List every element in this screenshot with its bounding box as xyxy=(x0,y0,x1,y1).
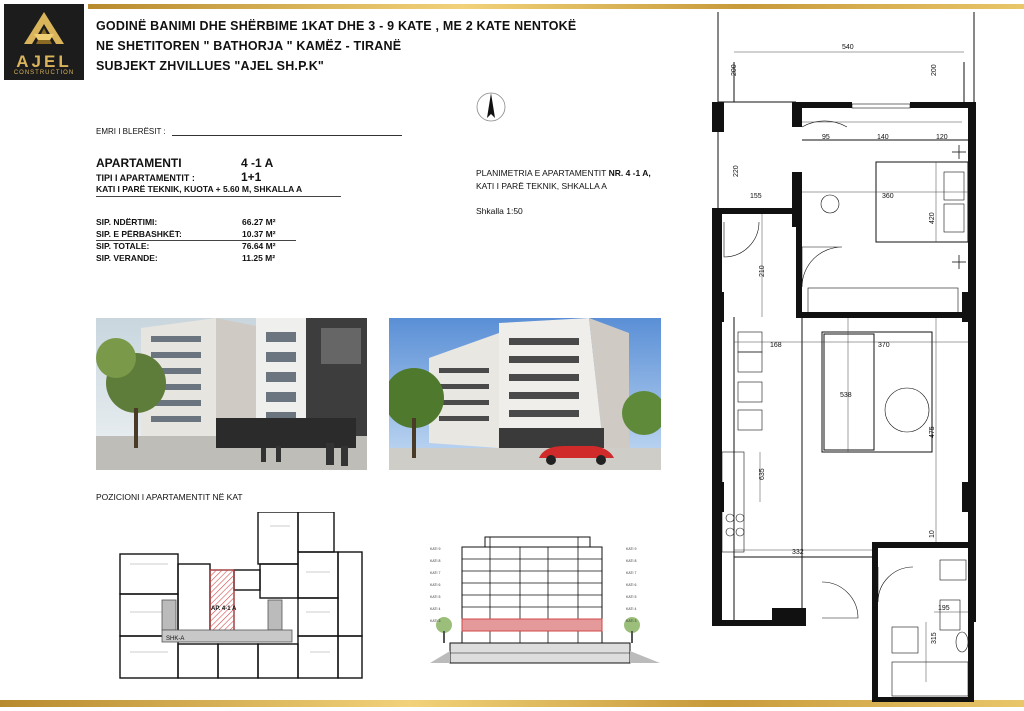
dim-140: 140 xyxy=(877,134,889,141)
dim-635: 635 xyxy=(759,468,766,480)
dim-220: 220 xyxy=(733,165,740,177)
svg-text:KATI 9: KATI 9 xyxy=(626,547,637,551)
dim-538: 538 xyxy=(840,392,852,399)
keyplan-stair-label: SHK-A xyxy=(166,636,185,642)
key-floor-plan xyxy=(110,512,365,687)
dim-155: 155 xyxy=(750,193,762,200)
apartment-info xyxy=(96,156,341,197)
logo-sub-text: CONSTRUCTION xyxy=(13,70,75,76)
area-table xyxy=(96,217,296,264)
dim-168: 168 xyxy=(770,342,782,349)
keyplan-apartment-label: AP. 4-1 A xyxy=(211,606,237,612)
dim-315: 315 xyxy=(931,632,938,644)
project-heading xyxy=(96,16,576,76)
logo-emblem-icon xyxy=(20,10,68,50)
building-section xyxy=(430,533,660,673)
dim-right-top: 200 xyxy=(931,64,938,76)
area-label: SIP. VERANDE: xyxy=(96,252,158,263)
position-title: POZICIONI I APARTAMENTIT NË KAT xyxy=(96,492,243,502)
area-value: 76.64 M² xyxy=(242,241,276,251)
dim-10: 10 xyxy=(929,530,936,538)
building-render-1 xyxy=(96,318,367,470)
area-value: 10.37 M² xyxy=(242,228,276,239)
dim-332: 332 xyxy=(792,549,804,556)
apartment-floor-plan xyxy=(712,12,982,707)
area-row xyxy=(96,217,296,229)
svg-text:KATI 4: KATI 4 xyxy=(626,607,637,611)
buyer-field xyxy=(96,127,402,136)
svg-text:KATI 8: KATI 8 xyxy=(626,559,637,563)
area-label: SIP. NDËRTIMI: xyxy=(96,217,158,227)
plan-scale: Shkalla 1:50 xyxy=(476,206,523,216)
apartment-name-label: APARTAMENTI xyxy=(96,156,182,170)
gold-top-bar xyxy=(88,4,1024,9)
plan-title xyxy=(476,167,651,193)
dim-210: 210 xyxy=(759,265,766,277)
svg-text:KATI 3: KATI 3 xyxy=(626,619,637,623)
apartment-type-label: TIPI I APARTAMENTIT : xyxy=(96,173,195,183)
apartment-type-value: 1+1 xyxy=(241,170,262,184)
area-value: 11.25 M² xyxy=(242,252,276,263)
buyer-label: EMRI I BLERËSIT : xyxy=(96,127,166,136)
svg-text:KATI 3: KATI 3 xyxy=(430,619,441,623)
svg-text:KATI 7: KATI 7 xyxy=(430,571,441,575)
ajel-logo xyxy=(4,4,84,80)
dim-left-top: 200 xyxy=(731,64,738,76)
area-label: SIP. TOTALE: xyxy=(96,241,150,251)
building-render-2 xyxy=(389,318,661,470)
heading-line-2: NE SHETITOREN " BATHORJA " KAMËZ - TIRANË xyxy=(96,39,402,53)
plan-title-prefix: PLANIMETRIA E APARTAMENTIT xyxy=(476,168,609,178)
apartment-name-value: 4 -1 A xyxy=(241,156,274,170)
svg-text:KATI 9: KATI 9 xyxy=(430,547,441,551)
svg-text:KATI 8: KATI 8 xyxy=(430,559,441,563)
svg-text:KATI 5: KATI 5 xyxy=(626,595,637,599)
apartment-floor-info: KATI I PARË TEKNIK, KUOTA + 5.60 M, SHKALLA A xyxy=(96,184,303,194)
dim-top-width: 540 xyxy=(842,44,854,51)
svg-text:KATI 6: KATI 6 xyxy=(626,583,637,587)
area-row xyxy=(96,229,296,242)
dim-360: 360 xyxy=(882,193,894,200)
logo-brand-text: AJEL xyxy=(16,52,72,71)
dim-370: 370 xyxy=(878,342,890,349)
area-row xyxy=(96,253,296,265)
plan-title-line-2: KATI I PARË TEKNIK, SHKALLA A xyxy=(476,181,607,191)
area-value: 66.27 M² xyxy=(242,217,276,227)
svg-text:KATI 4: KATI 4 xyxy=(430,607,441,611)
dim-95: 95 xyxy=(822,134,830,141)
svg-text:KATI 6: KATI 6 xyxy=(430,583,441,587)
svg-text:KATI 5: KATI 5 xyxy=(430,595,441,599)
dim-420: 420 xyxy=(929,212,936,224)
dim-195: 195 xyxy=(938,605,950,612)
heading-line-3: SUBJEKT ZHVILLUES "AJEL SH.P.K" xyxy=(96,59,325,73)
dim-120: 120 xyxy=(936,134,948,141)
area-label: SIP. E PËRBASHKËT: xyxy=(96,228,182,239)
buyer-signature-line xyxy=(172,128,402,136)
dim-475: 475 xyxy=(929,426,936,438)
plan-title-number: NR. 4 -1 A, xyxy=(608,168,651,178)
north-arrow-icon xyxy=(474,90,508,124)
svg-text:KATI 7: KATI 7 xyxy=(626,571,637,575)
heading-line-1: GODINË BANIMI DHE SHËRBIME 1KAT DHE 3 - 9 KATE , ME 2 KATE NENTOKË xyxy=(96,19,577,33)
area-row xyxy=(96,241,296,253)
